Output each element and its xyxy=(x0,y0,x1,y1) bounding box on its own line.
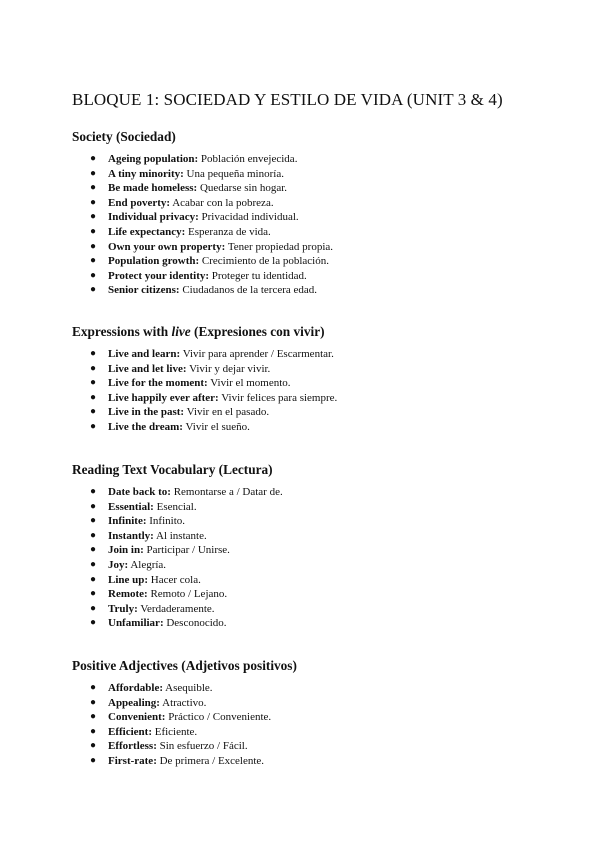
vocab-term: Essential: xyxy=(108,500,154,513)
bullet-icon: ● xyxy=(90,725,97,737)
bullet-icon: ● xyxy=(90,486,97,497)
vocab-term: Population growth: xyxy=(108,255,200,268)
vocab-term: Live the dream: xyxy=(108,420,183,433)
vocab-definition: Remontarse a / Datar de. xyxy=(173,486,283,498)
bullet-icon: ● xyxy=(90,153,97,164)
section-heading: Reading Text Vocabulary (Lectura) xyxy=(72,462,273,477)
list-item xyxy=(90,362,337,377)
bullet-icon: ● xyxy=(90,529,97,541)
list-item xyxy=(90,602,283,617)
list-item xyxy=(90,710,271,725)
vocab-definition: Desconocido. xyxy=(166,617,227,630)
bullet-icon: ● xyxy=(90,362,97,374)
vocab-term: Unfamiliar: xyxy=(108,617,164,630)
vocab-term: Senior citizens: xyxy=(108,284,180,297)
section-heading: Society (Sociedad) xyxy=(72,129,176,144)
list-item xyxy=(90,573,283,588)
vocab-definition: Verdaderamente. xyxy=(140,602,215,615)
bullet-icon: ● xyxy=(90,255,97,267)
bullet-icon: ● xyxy=(90,711,97,723)
vocab-term: Live and let live: xyxy=(108,362,187,375)
section-society xyxy=(72,128,572,297)
vocab-definition: Eficiente. xyxy=(154,725,198,738)
vocab-list xyxy=(90,681,271,769)
list-item xyxy=(90,587,283,602)
vocab-definition: Participar / Unirse. xyxy=(146,544,230,557)
bullet-icon: ● xyxy=(90,240,97,252)
heading-text: (Expresiones con vivir) xyxy=(190,324,325,339)
vocab-definition: Vivir y dejar vivir. xyxy=(189,362,271,375)
bullet-icon: ● xyxy=(90,225,97,237)
bullet-icon: ● xyxy=(90,573,97,585)
vocab-term: Own your own property: xyxy=(108,240,226,253)
list-item xyxy=(90,391,337,406)
vocab-definition: Hacer cola. xyxy=(150,573,201,586)
vocab-definition: Práctico / Conveniente. xyxy=(168,711,272,724)
vocab-definition: Vivir el sueño. xyxy=(185,420,250,433)
vocab-definition: Asequible. xyxy=(165,682,213,694)
bullet-icon: ● xyxy=(90,754,97,766)
list-item xyxy=(90,681,271,696)
bullet-icon: ● xyxy=(90,558,97,570)
bullet-icon: ● xyxy=(90,167,97,179)
vocab-definition: Tener propiedad propia. xyxy=(227,240,334,253)
vocab-list xyxy=(90,485,283,631)
vocab-definition: Ciudadanos de la tercera edad. xyxy=(182,284,318,297)
vocab-definition: Atractivo. xyxy=(162,696,207,709)
bullet-icon: ● xyxy=(90,682,97,693)
list-item xyxy=(90,210,333,225)
bullet-icon: ● xyxy=(90,420,97,432)
vocab-term: End poverty: xyxy=(108,196,171,209)
vocab-definition: Una pequeña minoría. xyxy=(186,167,284,180)
list-item xyxy=(90,529,283,544)
list-item xyxy=(90,240,333,255)
section-heading xyxy=(72,323,572,340)
vocab-definition: Vivir para aprender / Escarmentar. xyxy=(182,348,334,360)
bullet-icon: ● xyxy=(90,740,97,752)
bullet-icon: ● xyxy=(90,588,97,600)
vocab-definition: Esperanza de vida. xyxy=(188,225,271,238)
list-item xyxy=(90,181,333,196)
list-item xyxy=(90,543,283,558)
bullet-icon: ● xyxy=(90,406,97,418)
vocab-list xyxy=(90,347,337,435)
vocab-term: Live for the moment: xyxy=(108,377,208,390)
list-item xyxy=(90,254,333,269)
vocab-list xyxy=(90,152,333,298)
vocab-definition: Esencial. xyxy=(156,500,197,513)
vocab-term: Effortless: xyxy=(108,740,157,753)
bullet-icon: ● xyxy=(90,602,97,614)
vocab-definition: Vivir el momento. xyxy=(210,377,291,390)
vocab-term: Protect your identity: xyxy=(108,269,210,282)
vocab-term: Remote: xyxy=(108,588,148,601)
list-item xyxy=(90,739,271,754)
bullet-icon: ● xyxy=(90,348,97,359)
section-heading: Positive Adjectives (Adjetivos positivos) xyxy=(72,658,297,673)
list-item xyxy=(90,269,333,284)
section-reading-vocabulary xyxy=(72,461,572,630)
vocab-term: Joy: xyxy=(108,558,129,571)
vocab-term: Date back to: xyxy=(108,486,171,498)
vocab-term: Efficient: xyxy=(108,725,152,738)
list-item xyxy=(90,616,283,631)
list-item xyxy=(90,376,337,391)
vocab-term: Be made homeless: xyxy=(108,182,198,195)
vocab-term: Instantly: xyxy=(108,529,154,542)
vocab-definition: De primera / Excelente. xyxy=(159,754,265,767)
bullet-icon: ● xyxy=(90,284,97,296)
vocab-definition: Infinito. xyxy=(149,515,185,528)
list-item xyxy=(90,420,337,435)
list-item xyxy=(90,152,333,167)
document-title: BLOQUE 1: SOCIEDAD Y ESTILO DE VIDA (UNIT 3 & 4) xyxy=(72,90,503,109)
vocab-term: Live in the past: xyxy=(108,406,185,419)
list-item xyxy=(90,167,333,182)
list-item xyxy=(90,558,283,573)
vocab-term: Affordable: xyxy=(108,682,163,694)
vocab-definition: Sin esfuerzo / Fácil. xyxy=(159,740,248,753)
list-item xyxy=(90,754,271,769)
list-item xyxy=(90,347,337,362)
bullet-icon: ● xyxy=(90,617,97,629)
list-item xyxy=(90,196,333,211)
bullet-icon: ● xyxy=(90,696,97,708)
vocab-term: Live and learn: xyxy=(108,348,181,360)
bullet-icon: ● xyxy=(90,196,97,208)
vocab-definition: Acabar con la pobreza. xyxy=(172,196,274,209)
vocab-term: Line up: xyxy=(108,573,149,586)
list-item xyxy=(90,485,283,500)
vocab-term: Convenient: xyxy=(108,711,166,724)
vocab-term: Life expectancy: xyxy=(108,225,186,238)
bullet-icon: ● xyxy=(90,515,97,527)
vocab-definition: Vivir en el pasado. xyxy=(186,406,270,419)
vocab-definition: Vivir felices para siempre. xyxy=(221,391,338,404)
vocab-term: First-rate: xyxy=(108,754,157,767)
bullet-icon: ● xyxy=(90,182,97,194)
vocab-term: Appealing: xyxy=(108,696,160,709)
vocab-term: Infinite: xyxy=(108,515,147,528)
list-item xyxy=(90,225,333,240)
list-item xyxy=(90,696,271,711)
bullet-icon: ● xyxy=(90,544,97,556)
list-item xyxy=(90,725,271,740)
list-item xyxy=(90,405,337,420)
section-positive-adjectives xyxy=(72,657,572,767)
vocab-definition: Al instante. xyxy=(156,529,207,542)
bullet-icon: ● xyxy=(90,269,97,281)
bullet-icon: ● xyxy=(90,391,97,403)
bullet-icon: ● xyxy=(90,377,97,389)
vocab-term: Truly: xyxy=(108,602,138,615)
section-expressions-live xyxy=(72,323,572,433)
list-item xyxy=(90,283,333,298)
vocab-term: Individual privacy: xyxy=(108,211,199,224)
bullet-icon: ● xyxy=(90,211,97,223)
list-item xyxy=(90,514,283,529)
vocab-term: Ageing population: xyxy=(108,153,199,165)
vocab-definition: Proteger tu identidad. xyxy=(211,269,307,282)
bullet-icon: ● xyxy=(90,500,97,512)
heading-emphasis: live xyxy=(171,324,191,339)
list-item xyxy=(90,500,283,515)
heading-text: Expressions with xyxy=(72,324,172,339)
vocab-definition: Población envejecida. xyxy=(200,153,298,165)
vocab-definition: Alegría. xyxy=(130,558,167,571)
vocab-term: A tiny minority: xyxy=(108,167,184,180)
vocab-term: Join in: xyxy=(108,544,144,557)
vocab-definition: Quedarse sin hogar. xyxy=(199,182,288,195)
vocab-definition: Privacidad individual. xyxy=(201,211,299,224)
vocab-definition: Remoto / Lejano. xyxy=(150,588,228,601)
vocab-term: Live happily ever after: xyxy=(108,391,219,404)
vocab-definition: Crecimiento de la población. xyxy=(201,255,329,268)
